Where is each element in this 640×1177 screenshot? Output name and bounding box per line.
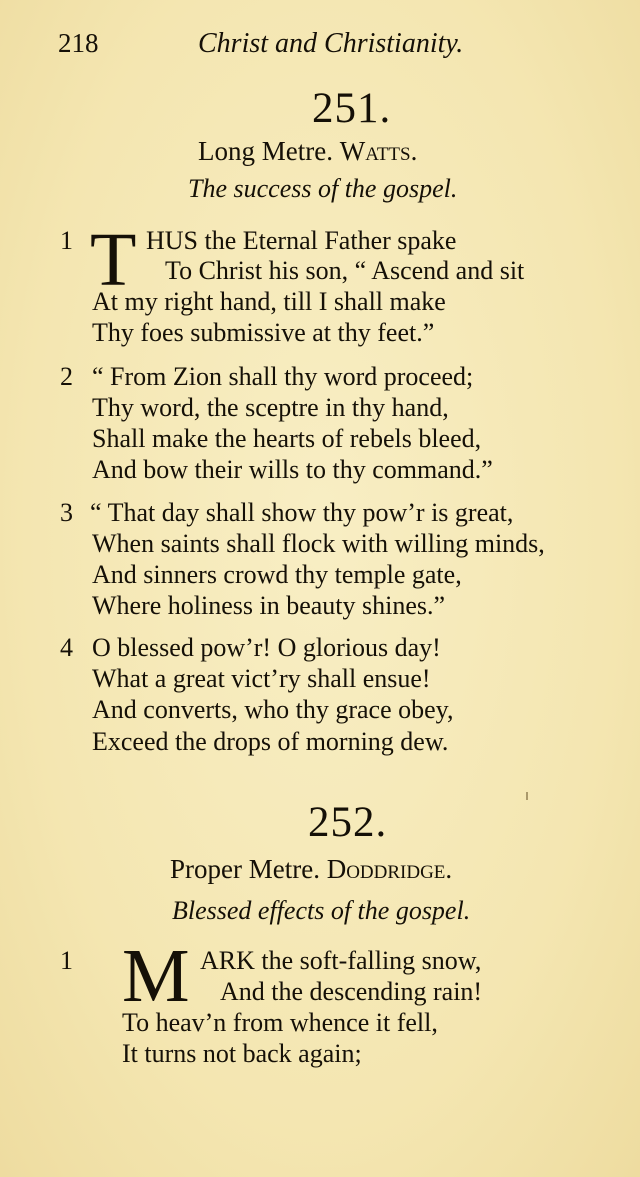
verse-number: 3 [60,498,73,527]
hymn-subject: Blessed effects of the gospel. [172,896,471,925]
verse-line: To Christ his son, “ Ascend and sit [165,256,525,285]
verse-line: “ That day shall show thy pow’r is great, [90,498,514,527]
verse-number: 1 [60,946,73,975]
verse-line: Where holiness in beauty shines.” [92,591,446,620]
verse-line: Exceed the drops of morning dew. [92,727,449,756]
verse-line: O blessed pow’r! O glorious day! [92,633,441,662]
verse-line: And bow their wills to thy command.” [92,455,493,484]
running-title: Christ and Christianity. [198,28,464,59]
verse-number: 4 [60,633,73,662]
author-name: Watts. [339,136,418,166]
verse-line: HUS the Eternal Father spake [146,226,457,255]
verse-number: 2 [60,362,73,391]
verse-line: Thy word, the sceptre in thy hand, [92,393,449,422]
metre-name: Long Metre. [198,136,333,166]
verse-line: To heav’n from whence it fell, [122,1008,438,1037]
metre-line [170,854,452,885]
hymn-number: 251. [312,85,392,132]
verse-line: When saints shall flock with willing minds, [92,529,545,558]
verse-line: And the descending rain! [220,977,483,1006]
paper-speck [526,792,528,800]
verse-line: It turns not back again; [122,1039,362,1068]
drop-cap: T [90,218,137,302]
verse-number: 1 [60,226,73,255]
verse-line: Thy foes submissive at thy feet.” [92,318,435,347]
verse-line: ARK the soft-falling snow, [200,946,482,975]
metre-line [198,136,417,167]
metre-name: Proper Metre. [170,854,320,884]
hymn-subject: The success of the gospel. [188,174,458,203]
page-header [58,28,498,68]
verse-line: And sinners crowd thy temple gate, [92,560,462,589]
drop-cap: M [122,934,190,1018]
page-number: 218 [58,28,99,58]
verse-line: What a great vict’ry shall ensue! [92,664,431,693]
verse-line: Shall make the hearts of rebels bleed, [92,424,482,453]
verse-line: “ From Zion shall thy word proceed; [92,362,474,391]
author-name: Doddridge. [326,854,453,884]
verse-line: And converts, who thy grace obey, [92,695,454,724]
verse-line: At my right hand, till I shall make [92,287,446,316]
hymn-number: 252. [308,799,388,846]
